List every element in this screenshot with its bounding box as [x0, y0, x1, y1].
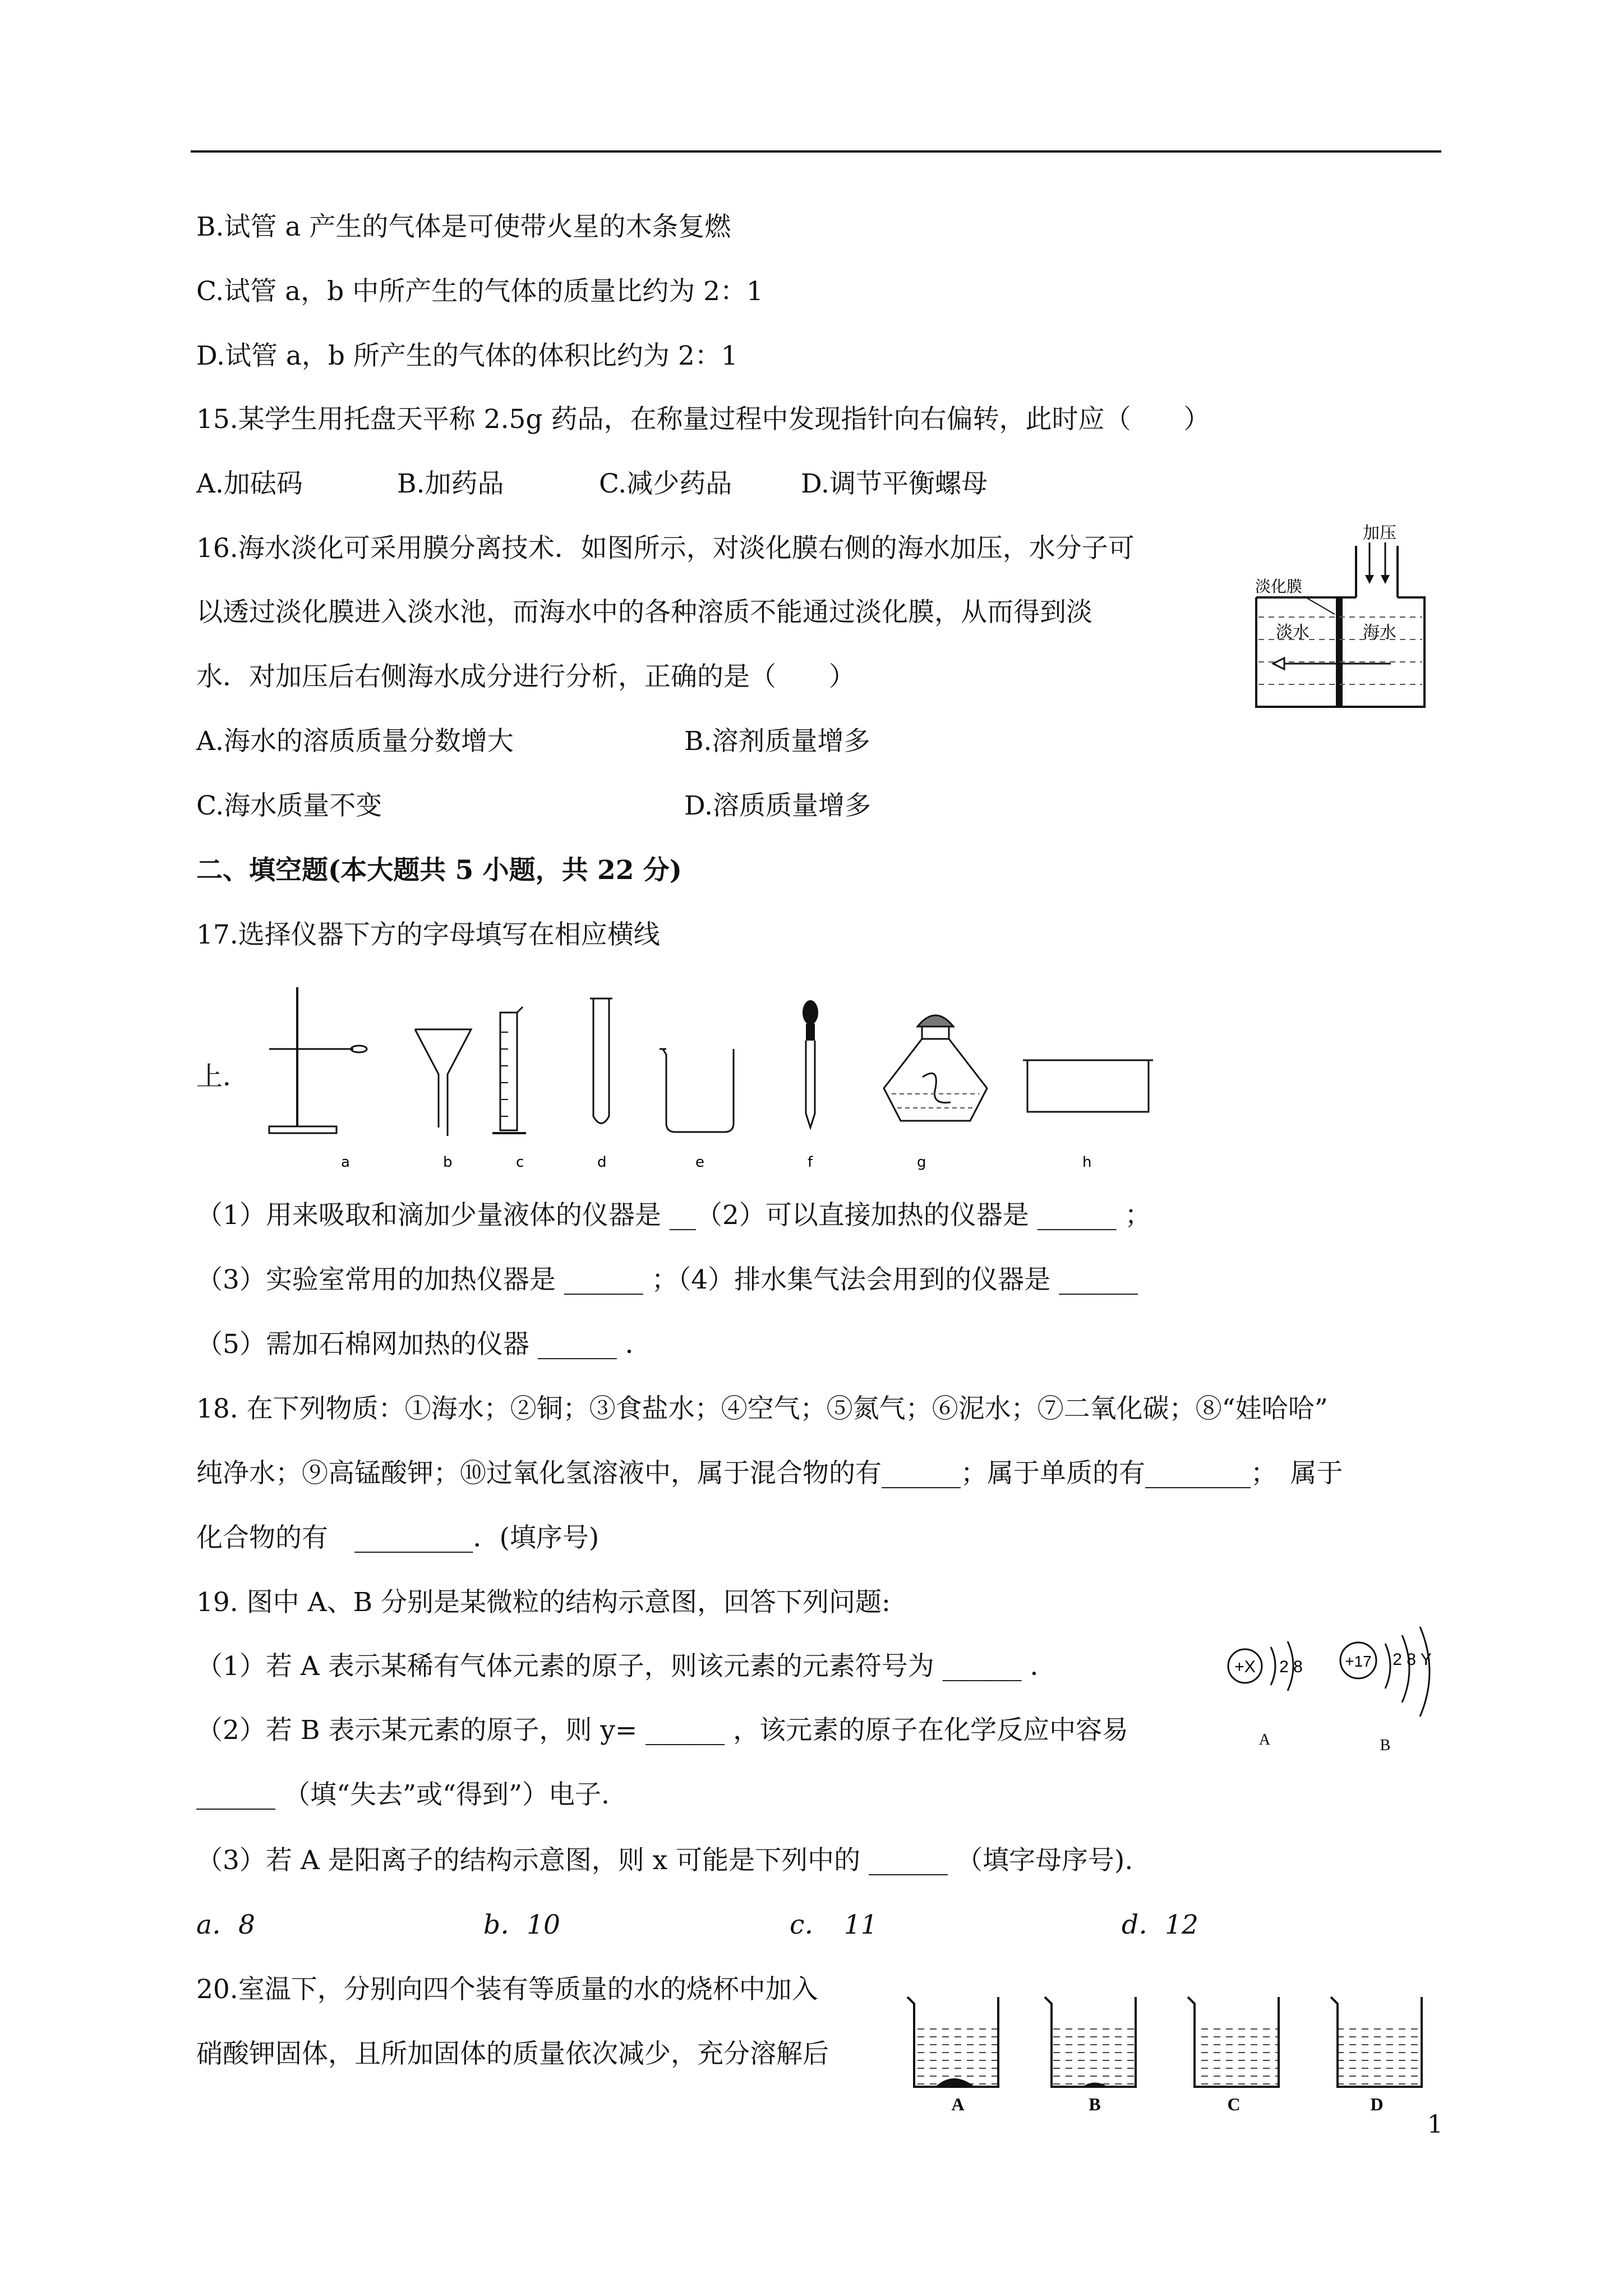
beakers-figure: [892, 1986, 1453, 2115]
q15-option-a: A.加砝码: [196, 468, 303, 499]
q15-option-d: D.调节平衡螺母: [801, 468, 988, 499]
instrument-label-b: b: [443, 1154, 453, 1171]
beaker-a: [907, 1997, 998, 2114]
atomic-structure-figure: [1217, 1593, 1453, 1761]
q15-option-b: B.加药品: [397, 468, 504, 499]
iron-stand-icon: [269, 987, 367, 1133]
q16-option-b: B.溶剂质量增多: [684, 726, 870, 757]
q14-option-b: B.试管 a 产生的气体是可使带火星的木条复燃: [196, 211, 731, 242]
q17-stem: 17.选择仪器下方的字母填写在相应横线: [196, 919, 660, 950]
q19-sub3: （3）若 A 是阳离子的结构示意图，则 x 可能是下列中的 ______ （填字母序号).: [196, 1845, 1133, 1876]
shells-a: 2 8: [1279, 1658, 1303, 1676]
q16-option-c: C.海水质量不变: [196, 790, 382, 821]
q15-stem: 15.某学生用托盘天平称 2.5g 药品，在称量过程中发现指针向右偏转，此时应（ ）: [196, 404, 1210, 435]
q15-option-c: C.减少药品: [599, 468, 732, 499]
q18-line1: 18. 在下列物质：①海水；②铜；③食盐水；④空气；⑤氮气；⑥泥水；⑦二氧化碳；⑧“娃哈哈”: [196, 1393, 1328, 1424]
q19-sub2-cont: ______ （填“失去”或“得到”）电子.: [196, 1779, 610, 1810]
pressure-label: 加压: [1363, 524, 1396, 542]
q19-stem: 19. 图中 A、B 分别是某微粒的结构示意图，回答下列问题:: [196, 1587, 891, 1618]
q16-stem-line3: 水．对加压后右侧海水成分进行分析，正确的是（ ）: [196, 661, 855, 692]
q17-sub-1-2: （1）用来吸取和滴加少量液体的仪器是 __（2）可以直接加热的仪器是 ______ ；: [196, 1200, 1151, 1231]
beaker-label-c: C: [1227, 2094, 1241, 2114]
nucleus-b: +17: [1345, 1653, 1372, 1670]
q19-option-c: c． 11: [790, 1910, 878, 1940]
beaker-label-a: A: [951, 2094, 965, 2114]
page-number: 1: [1427, 2110, 1443, 2139]
q16-option-a: A.海水的溶质质量分数增大: [196, 726, 514, 757]
structure-diagram-b: [1340, 1627, 1432, 1754]
q18-line3: 化合物的有 _________．(填序号): [196, 1522, 600, 1553]
q20-line2: 硝酸钾固体，且所加固体的质量依次减少，充分溶解后: [196, 2039, 829, 2069]
q19-sub1: （1）若 A 表示某稀有气体元素的原子，则该元素的元素符号为 ______ ．: [196, 1651, 1057, 1682]
q19-option-a: a．8: [196, 1910, 255, 1940]
header-rule: [191, 150, 1441, 153]
instrument-label-g: g: [917, 1154, 926, 1171]
q18-line2: 纯净水；⑨高锰酸钾；⑩过氧化氢溶液中，属于混合物的有______；属于单质的有________； 属于: [196, 1458, 1343, 1489]
shells-b: 2 8 Y: [1393, 1650, 1432, 1669]
desalination-figure: [1251, 519, 1441, 715]
q16-stem-line2: 以透过淡化膜进入淡水池，而海水中的各种溶质不能通过淡化膜，从而得到淡: [196, 597, 1092, 628]
instrument-label-a: a: [341, 1154, 350, 1171]
structure-diagram-a: [1228, 1641, 1303, 1749]
alcohol-lamp-icon: [884, 1015, 987, 1121]
beaker-c: [1188, 1997, 1279, 2114]
beaker-icon: [660, 1049, 734, 1132]
instrument-label-h: h: [1082, 1154, 1092, 1171]
instrument-label-d: d: [597, 1154, 607, 1171]
dropper-icon: [803, 1000, 818, 1128]
evaporating-dish-icon: [1023, 1060, 1153, 1112]
beaker-label-b: B: [1089, 2094, 1101, 2114]
beaker-label-d: D: [1370, 2094, 1384, 2114]
instrument-label-c: c: [516, 1154, 524, 1171]
q19-sub2: （2）若 B 表示某元素的原子，则 y= ______ ，该元素的原子在化学反应中容易: [196, 1715, 1129, 1746]
instrument-label-e: e: [695, 1154, 704, 1171]
lab-instruments-figure: [258, 976, 1166, 1178]
section-2-title: 二、填空题(本大题共 5 小题，共 22 分): [196, 855, 683, 886]
diagram-label-a: A: [1258, 1731, 1271, 1749]
q19-option-d: d．12: [1122, 1910, 1198, 1940]
q14-option-d: D.试管 a，b 所产生的气体的体积比约为 2：1: [196, 341, 738, 371]
graduated-cylinder-icon: [492, 1007, 526, 1133]
funnel-icon: [415, 1029, 471, 1136]
q17-stem-tail: 上．: [196, 1061, 249, 1092]
q20-line1: 20.室温下，分别向四个装有等质量的水的烧杯中加入: [196, 1974, 818, 2005]
test-tube-icon: [590, 999, 612, 1124]
q17-sub-3-4: （3）实验室常用的加热仪器是 ______ ；（4）排水集气法会用到的仪器是 ______: [196, 1264, 1138, 1295]
q16-stem-line1: 16.海水淡化可采用膜分离技术．如图所示，对淡化膜右侧的海水加压，水分子可: [196, 533, 1135, 564]
q14-option-c: C.试管 a，b 中所产生的气体的质量比约为 2：1: [196, 276, 763, 307]
q16-option-d: D.溶质质量增多: [684, 790, 871, 821]
instrument-label-f: f: [808, 1154, 813, 1171]
q19-option-b: b．10: [483, 1910, 560, 1940]
membrane-label: 淡化膜: [1255, 578, 1303, 595]
beaker-d: [1331, 1997, 1422, 2114]
nucleus-a: +X: [1234, 1658, 1256, 1676]
sea-water-label: 海水: [1363, 623, 1396, 642]
beaker-b: [1045, 1997, 1136, 2114]
diagram-label-b: B: [1380, 1737, 1391, 1754]
fresh-water-label: 淡水: [1276, 623, 1310, 642]
q17-sub-5: （5）需加石棉网加热的仪器 ______ ．: [196, 1329, 652, 1360]
